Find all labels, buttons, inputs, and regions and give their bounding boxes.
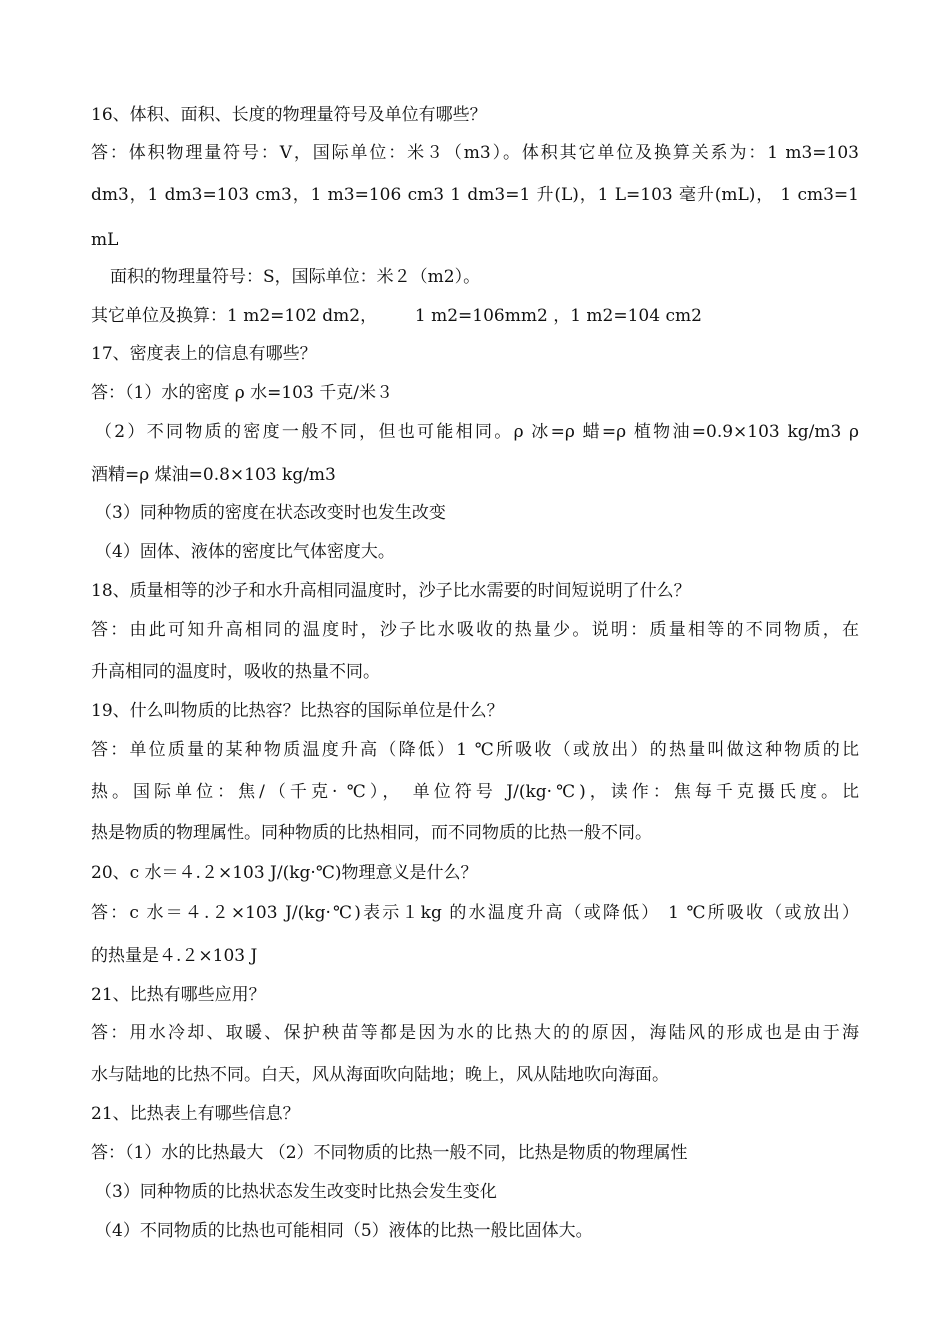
answer-19-line-3: 热是物质的物理属性。同种物质的比热相同，而不同物质的比热一般不同。 [91, 823, 652, 843]
answer-16-line-1: 答：体积物理量符号：V，国际单位：米３（m3）。体积其它单位及换算关系为：1 m3=103 [91, 143, 859, 163]
answer-17-line-1: 答：（1）水的密度 ρ 水=103 千克/米３ [91, 383, 393, 403]
answer-21b-line-3: （4）不同物质的比热也可能相同（5）液体的比热一般比固体大。 [95, 1221, 593, 1241]
question-21a: 21、比热有哪些应用？ [91, 985, 266, 1005]
answer-17-line-4: （3）同种物质的密度在状态改变时也发生改变 [95, 503, 446, 523]
answer-17-line-2: （2）不同物质的密度一般不同，但也可能相同。ρ 冰=ρ 蜡=ρ 植物油=0.9×103 kg/m3 ρ [95, 422, 859, 442]
answer-18-line-1: 答：由此可知升高相同的温度时，沙子比水吸收的热量少。说明：质量相等的不同物质，在 [91, 620, 859, 640]
answer-21a-line-1: 答：用水冷却、取暖、保护秧苗等都是因为水的比热大的的原因，海陆风的形成也是由于海 [91, 1023, 859, 1043]
question-18: 18、质量相等的沙子和水升高相同温度时，沙子比水需要的时间短说明了什么？ [91, 581, 691, 601]
question-20: 20、c 水＝４.２×103 J/(kg·℃)物理意义是什么？ [91, 863, 478, 883]
answer-19-line-2: 热。国际单位：焦/（千克· ℃）， 单位符号 J/(kg·℃)，读作：焦每千克摄氏度。比 [91, 782, 859, 802]
answer-21b-line-2: （3）同种物质的比热状态发生改变时比热会发生变化 [95, 1182, 497, 1202]
answer-21b-line-1: 答：（1）水的比热最大 （2）不同物质的比热一般不同，比热是物质的物理属性 [91, 1143, 688, 1163]
answer-16-line-3: mL [91, 230, 119, 250]
answer-21a-line-2: 水与陆地的比热不同。白天，风从海面吹向陆地；晚上，风从陆地吹向海面。 [91, 1065, 669, 1085]
question-16: 16、体积、面积、长度的物理量符号及单位有哪些？ [91, 105, 487, 125]
answer-17-line-5: （4）固体、液体的密度比气体密度大。 [95, 542, 395, 562]
question-19: 19、什么叫物质的比热容？比热容的国际单位是什么？ [91, 701, 504, 721]
answer-18-line-2: 升高相同的温度时，吸收的热量不同。 [91, 662, 380, 682]
answer-20-line-1: 答：c 水＝４.２×103 J/(kg·℃)表示１kg 的水温度升高（或降低） 1 ℃所吸收（或放出） [91, 903, 859, 923]
question-21b: 21、比热表上有哪些信息？ [91, 1104, 300, 1124]
answer-17-line-3: 酒精=ρ 煤油=0.8×103 kg/m3 [91, 465, 336, 485]
answer-16-line-4: 面积的物理量符号：S，国际单位：米２（m2）。 [110, 267, 481, 287]
answer-16-line-2: dm3，1 dm3=103 cm3，1 m3=106 cm3 1 dm3=1 升(L)，1 L=103 毫升(mL)， 1 cm3=1 [91, 185, 859, 205]
answer-19-line-1: 答：单位质量的某种物质温度升高（降低）1 ℃所吸收（或放出）的热量叫做这种物质的比 [91, 740, 859, 760]
answer-16-line-5: 其它单位及换算：1 m2=102 dm2， 1 m2=106mm2 ，1 m2=104 cm2 [91, 306, 702, 326]
answer-20-line-2: 的热量是４.２×103 J [91, 946, 258, 966]
question-17: 17、密度表上的信息有哪些？ [91, 344, 317, 364]
